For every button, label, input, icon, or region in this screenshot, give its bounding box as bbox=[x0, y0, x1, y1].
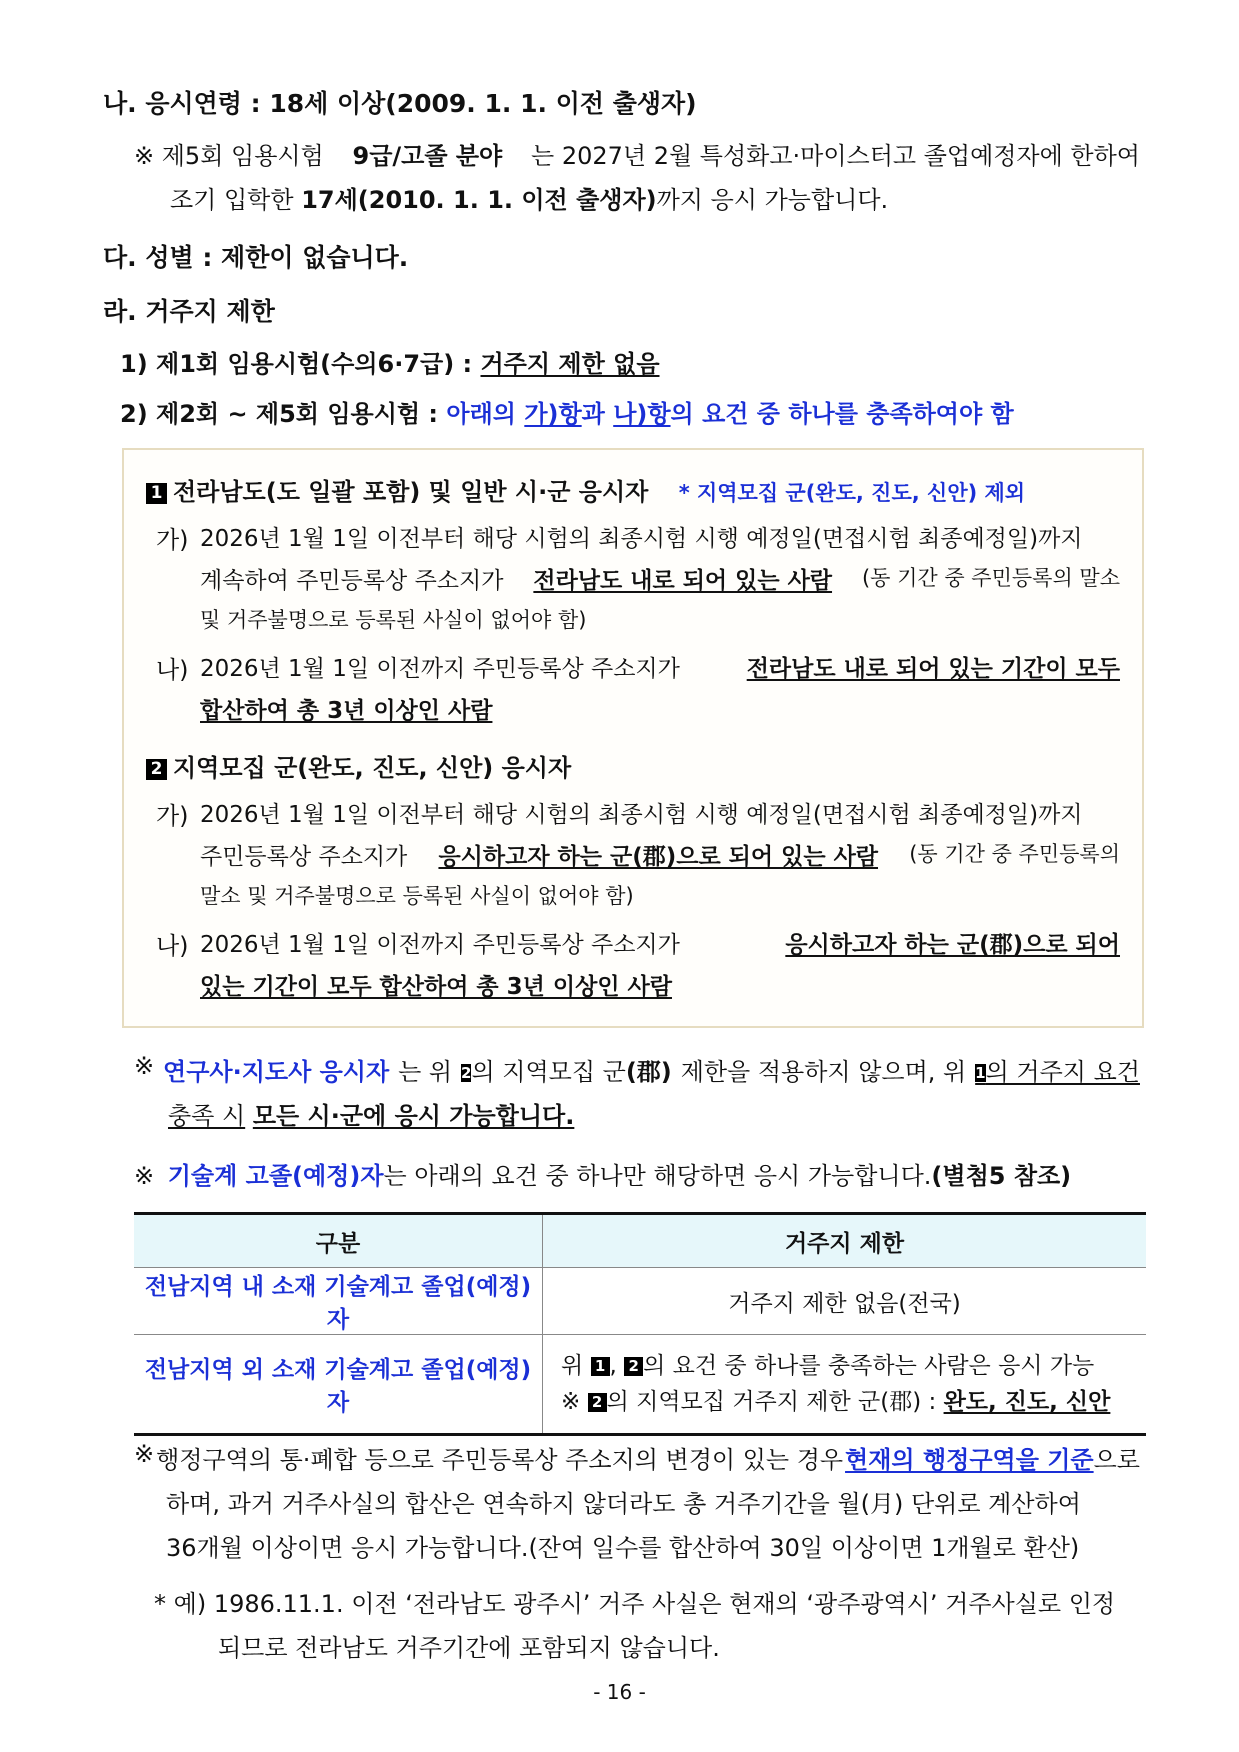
tech-note bbox=[134, 1156, 1071, 1191]
research-note-line1 bbox=[134, 1052, 1140, 1087]
group2-ga-line2-post: (동 기간 중 주민등록의 bbox=[909, 842, 1120, 866]
residence-item-2-value-a: 아래의 bbox=[446, 400, 516, 428]
group1-ga-line1: 2026년 1월 1일 이전부터 해당 시험의 최종시험 시행 예정일(면접시험 최종예정일)까지 bbox=[200, 526, 1083, 552]
section-heading-age: 나. 응시연령 : 18세 이상(2009. 1. 1. 이전 출생자) bbox=[103, 89, 697, 118]
group2-na-line1 bbox=[200, 926, 1120, 959]
research-note-blue: 연구사·지도사 응시자 bbox=[163, 1058, 390, 1086]
number-badge-icon: 1 bbox=[975, 1064, 986, 1082]
group1-ga-line2-post: (동 기간 중 주민등록의 말소 bbox=[861, 566, 1120, 590]
group2-na-line1-bold: 응시하고자 하는 군(郡)으로 되어 bbox=[785, 932, 1120, 958]
age-note-line1 bbox=[134, 136, 1140, 171]
number-badge-icon: 1 bbox=[591, 1357, 610, 1376]
residence-item-2-value-d: 나)항 bbox=[613, 400, 671, 428]
number-badge-icon: 2 bbox=[461, 1064, 472, 1082]
group1-na-line1 bbox=[200, 650, 1120, 683]
research-note-text2: 의 지역모집 군 bbox=[471, 1058, 626, 1086]
group1-na-line1-bold: 전라남도 내로 되어 있는 기간이 모두 bbox=[746, 656, 1120, 682]
table-row bbox=[134, 1268, 1146, 1335]
table-row2-line2-bold: 완도, 진도, 신안 bbox=[943, 1389, 1111, 1415]
group2-title: 지역모집 군(완도, 진도, 신안) 응시자 bbox=[173, 754, 572, 782]
admin-note-mark: ※ bbox=[134, 1440, 155, 1468]
research-note-num2 bbox=[461, 1052, 672, 1087]
table-row2-line1-a: 위 bbox=[561, 1353, 584, 1379]
number-badge-icon: 2 bbox=[146, 759, 167, 780]
admin-note-line1-post: 으로 bbox=[1093, 1446, 1140, 1474]
tech-note-ref: (별첨5 참조) bbox=[931, 1162, 1072, 1190]
admin-note-example-line2: 되므로 전라남도 거주기간에 포함되지 않습니다. bbox=[218, 1634, 720, 1662]
admin-note-line1-blue: 현재의 행정구역을 기준 bbox=[845, 1446, 1094, 1474]
age-note-line2 bbox=[170, 180, 888, 215]
research-note-gun: (郡) bbox=[625, 1058, 672, 1086]
age-note-line2-prefix: 조기 입학한 bbox=[170, 186, 294, 214]
residence-item-2-value-c: 과 bbox=[581, 400, 605, 428]
research-note-text1: 는 위 bbox=[398, 1058, 453, 1086]
group1-ga-line2-bold: 전라남도 내로 되어 있는 사람 bbox=[533, 568, 833, 594]
tech-note-mark: ※ bbox=[134, 1162, 155, 1190]
group1-ga-line2-pre: 계속하여 주민등록상 주소지가 bbox=[200, 568, 504, 594]
table-header-residence: 거주지 제한 bbox=[543, 1214, 1147, 1268]
tech-note-blue: 기술계 고졸(예정)자 bbox=[167, 1162, 384, 1190]
table-row2-line1 bbox=[561, 1348, 1146, 1384]
residence-item-2-value-e: 의 요건 중 하나를 충족하여야 함 bbox=[670, 400, 1014, 428]
table-header-row bbox=[134, 1214, 1146, 1268]
research-note-text4: 의 거주지 요건 bbox=[985, 1058, 1140, 1086]
residence-item-2 bbox=[120, 394, 1014, 429]
table-row2-label: 전남지역 외 소재 기술계고 졸업(예정)자 bbox=[134, 1335, 543, 1435]
table-row2-line2 bbox=[561, 1384, 1146, 1420]
residence-item-2-label: 2) 제2회 ~ 제5회 임용시험 : bbox=[120, 400, 439, 428]
age-note-bold: 9급/고졸 분야 bbox=[352, 142, 503, 170]
group2-ga-line2-pre: 주민등록상 주소지가 bbox=[200, 844, 408, 870]
tech-residence-table bbox=[134, 1212, 1146, 1436]
group1-ga-line3: 및 거주불명으로 등록된 사실이 없어야 함) bbox=[200, 608, 587, 632]
admin-note-line2: 하며, 과거 거주사실의 합산은 연속하지 않더라도 총 거주기간을 월(月) 단위로 계산하여 bbox=[166, 1490, 1081, 1518]
residence-item-2-value-b: 가)항 bbox=[524, 400, 582, 428]
number-badge-icon: 1 bbox=[146, 483, 167, 504]
residence-item-1-value: 거주지 제한 없음 bbox=[480, 350, 660, 378]
research-note-text3: 제한을 적용하지 않으며, 위 bbox=[680, 1058, 967, 1086]
research-note-num1 bbox=[975, 1052, 1140, 1087]
age-note-prefix: ※ 제5회 임용시험 bbox=[134, 142, 324, 170]
table-row1-label: 전남지역 내 소재 기술계고 졸업(예정)자 bbox=[134, 1268, 543, 1335]
number-badge-icon: 2 bbox=[588, 1393, 607, 1412]
section-heading-gender: 다. 성별 : 제한이 없습니다. bbox=[103, 243, 409, 272]
group2-ga-line1: 2026년 1월 1일 이전부터 해당 시험의 최종시험 시행 예정일(면접시험 최종예정일)까지 bbox=[200, 802, 1083, 828]
admin-note-line3: 36개월 이상이면 응시 가능합니다.(잔여 일수를 합산하여 30일 이상이면 1개월로 환산) bbox=[166, 1534, 1080, 1562]
group1-ga-line2 bbox=[200, 562, 1120, 595]
table-row2-line2-b: 의 지역모집 거주지 제한 군(郡) : bbox=[606, 1389, 937, 1415]
group2-ga-marker: 가) bbox=[156, 802, 189, 830]
table-header-category: 구분 bbox=[134, 1214, 543, 1268]
group1-title-row bbox=[146, 472, 1025, 507]
page-number: - 16 - bbox=[593, 1680, 646, 1704]
section-heading-residence: 라. 거주지 제한 bbox=[103, 297, 275, 326]
residence-item-1 bbox=[120, 344, 660, 379]
group1-na-line1-pre: 2026년 1월 1일 이전까지 주민등록상 주소지가 bbox=[200, 656, 680, 682]
group2-ga-line2-bold: 응시하고자 하는 군(郡)으로 되어 있는 사람 bbox=[438, 844, 879, 870]
table-row bbox=[134, 1335, 1146, 1435]
admin-note-line1-pre: 행정구역의 통·폐합 등으로 주민등록상 주소지의 변경이 있는 경우 bbox=[156, 1446, 844, 1474]
group1-ga-marker: 가) bbox=[156, 526, 189, 554]
tech-note-text: 는 아래의 요건 중 하나만 해당하면 응시 가능합니다. bbox=[383, 1162, 932, 1190]
table-row2-value bbox=[543, 1335, 1147, 1435]
group2-na-line2: 있는 기간이 모두 합산하여 총 3년 이상인 사람 bbox=[200, 974, 672, 1000]
number-badge-icon: 2 bbox=[624, 1357, 643, 1376]
group2-ga-line3: 말소 및 거주불명으로 등록된 사실이 없어야 함) bbox=[200, 884, 634, 908]
group1-na-line2: 합산하여 총 3년 이상인 사람 bbox=[200, 698, 493, 724]
group2-ga-line2 bbox=[200, 838, 1120, 871]
age-note-mid: 는 2027년 2월 특성화고·마이스터고 졸업예정자에 한하여 bbox=[531, 142, 1140, 170]
table-row2-line1-c: 의 요건 중 하나를 충족하는 사람은 응시 가능 bbox=[643, 1353, 1095, 1379]
admin-note-example-line1: * 예) 1986.11.1. 이전 ‘전라남도 광주시’ 거주 사실은 현재의 ‘광주광역시’ 거주사실로 인정 bbox=[154, 1590, 1116, 1618]
group1-title: 전라남도(도 일괄 포함) 및 일반 시·군 응시자 bbox=[173, 478, 649, 506]
admin-note-line1 bbox=[134, 1440, 1140, 1475]
table-row2-line2-a: ※ bbox=[561, 1389, 581, 1415]
age-note-line2-bold: 17세(2010. 1. 1. 이전 출생자) bbox=[301, 186, 657, 214]
group2-title-row bbox=[146, 748, 571, 783]
group1-note: * 지역모집 군(완도, 진도, 신안) 제외 bbox=[678, 481, 1026, 505]
residence-item-1-label: 1) 제1회 임용시험(수의6·7급) : bbox=[120, 350, 473, 378]
group1-na-marker: 나) bbox=[156, 656, 189, 684]
research-note-line2 bbox=[168, 1096, 574, 1131]
age-note-line2-suffix: 까지 응시 가능합니다. bbox=[656, 186, 889, 214]
table-row1-value: 거주지 제한 없음(전국) bbox=[543, 1268, 1147, 1335]
table-row2-line1-b: , bbox=[609, 1353, 617, 1379]
research-note-line2-bold: 모든 시·군에 응시 가능합니다. bbox=[252, 1102, 575, 1130]
research-note-line2-pre: 충족 시 bbox=[168, 1102, 246, 1130]
group2-na-line1-pre: 2026년 1월 1일 이전까지 주민등록상 주소지가 bbox=[200, 932, 680, 958]
research-note-mark: ※ bbox=[134, 1052, 155, 1080]
group2-na-marker: 나) bbox=[156, 932, 189, 960]
